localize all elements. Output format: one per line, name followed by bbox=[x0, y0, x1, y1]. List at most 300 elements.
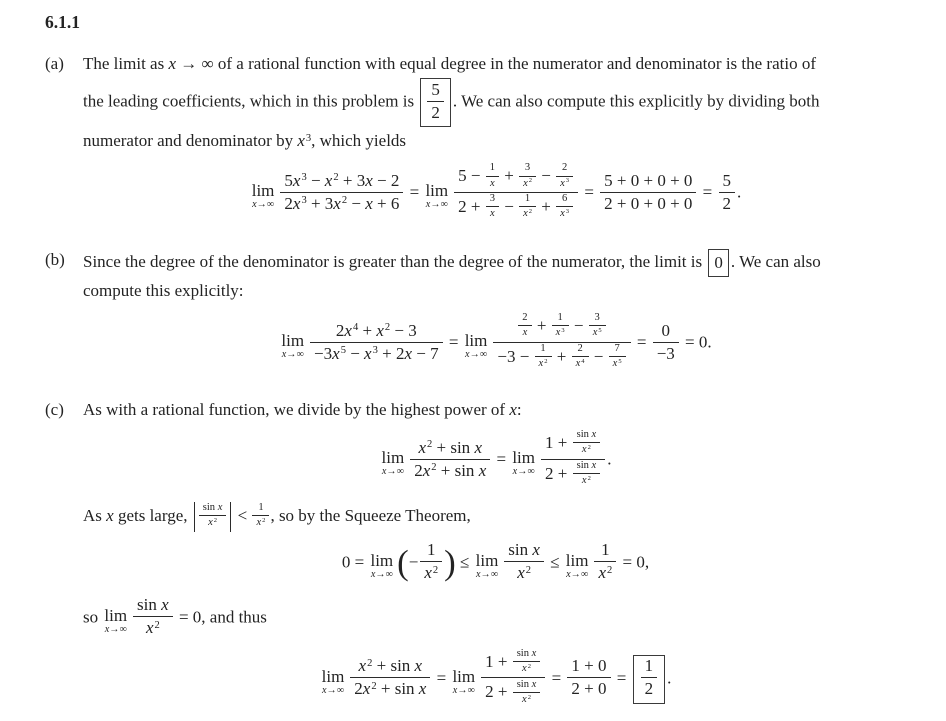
limit-subscript bbox=[465, 350, 488, 361]
math-it: x bbox=[404, 343, 412, 363]
fraction-denominator bbox=[504, 562, 544, 583]
math-txt: sin bbox=[516, 678, 532, 690]
fraction-denominator bbox=[641, 678, 658, 699]
math-it: x bbox=[522, 694, 527, 705]
answer-box bbox=[420, 78, 451, 127]
math-fraction bbox=[518, 312, 531, 340]
part-c bbox=[45, 399, 908, 721]
fraction-numerator bbox=[481, 649, 545, 679]
math-fraction bbox=[541, 430, 605, 489]
math-txt: − bbox=[408, 552, 419, 572]
fraction-numerator bbox=[556, 162, 573, 176]
math-sup: 4 bbox=[581, 357, 585, 365]
fraction-numerator bbox=[535, 343, 552, 357]
math-fraction bbox=[493, 313, 630, 372]
math-limit-operator bbox=[382, 449, 405, 478]
math-txt: − 7 bbox=[412, 343, 439, 363]
math-sup: 2 bbox=[341, 195, 348, 207]
math-fraction bbox=[556, 193, 573, 221]
math-it: x bbox=[422, 460, 431, 480]
math-txt: = 0, bbox=[618, 552, 650, 572]
math-fraction bbox=[600, 171, 696, 214]
fraction-numerator bbox=[454, 163, 578, 193]
math-fraction bbox=[609, 343, 626, 371]
fraction-numerator bbox=[573, 460, 601, 474]
math-txt: − bbox=[347, 193, 366, 213]
math-limit-operator bbox=[476, 552, 499, 581]
math-txt: + sin bbox=[436, 460, 479, 480]
math-fraction bbox=[519, 162, 536, 190]
math-txt: 5 + 0 + 0 + 0 bbox=[604, 170, 693, 190]
fraction-denominator bbox=[280, 193, 403, 214]
math-txt: →∞ bbox=[480, 568, 498, 580]
math-it: x bbox=[478, 460, 487, 480]
math-txt: , so by the Squeeze Theorem, bbox=[270, 505, 471, 525]
limit-word: lim bbox=[104, 606, 128, 626]
math-txt: 2 bbox=[354, 679, 363, 699]
math-sup: 2 bbox=[262, 517, 266, 525]
math-txt: 3 bbox=[524, 162, 531, 174]
math-txt: the leading coefficients, which in this problem is bbox=[83, 91, 419, 111]
math-it: x bbox=[581, 475, 587, 487]
fraction-denominator bbox=[541, 460, 605, 489]
fraction-numerator bbox=[310, 321, 443, 343]
math-txt: 1 bbox=[524, 192, 531, 204]
math-fraction bbox=[280, 171, 403, 214]
math-txt: 1 bbox=[258, 501, 264, 513]
math-txt: = bbox=[698, 182, 717, 202]
fraction-numerator bbox=[609, 343, 626, 357]
math-fraction bbox=[350, 656, 430, 699]
fraction-numerator bbox=[541, 430, 605, 460]
math-sup: 2 bbox=[426, 439, 433, 451]
math-it: x bbox=[532, 540, 540, 560]
math-sup: 2 bbox=[431, 462, 437, 474]
fraction-numerator bbox=[552, 312, 569, 326]
fraction-denominator bbox=[493, 343, 630, 372]
math-txt: →∞ bbox=[375, 568, 393, 580]
math-fraction bbox=[572, 343, 589, 371]
math-txt: →∞ bbox=[457, 684, 475, 696]
math-limit-operator bbox=[425, 182, 448, 211]
part-a-body bbox=[83, 53, 908, 239]
math-it: x bbox=[256, 517, 262, 529]
math-txt: −3 − bbox=[497, 346, 534, 366]
absolute-value bbox=[194, 502, 232, 532]
math-txt: . bbox=[667, 668, 672, 688]
limit-word: lim bbox=[452, 667, 476, 687]
fraction-numerator bbox=[493, 313, 630, 343]
math-it: x bbox=[365, 193, 373, 213]
math-it: x bbox=[217, 501, 223, 513]
math-txt: . bbox=[607, 449, 612, 469]
part-b-equation bbox=[83, 314, 908, 373]
fraction-denominator bbox=[535, 357, 552, 370]
fraction-numerator bbox=[567, 656, 610, 678]
math-txt: 2 + bbox=[485, 682, 512, 702]
math-sup: 2 bbox=[367, 657, 373, 669]
fraction-numerator bbox=[573, 429, 601, 443]
fraction-denominator bbox=[653, 343, 679, 364]
math-it: x bbox=[418, 679, 427, 699]
fraction-numerator bbox=[653, 321, 679, 343]
part-b-body bbox=[83, 249, 908, 389]
part-a-label: (a) bbox=[45, 54, 64, 73]
math-txt: 2 bbox=[561, 162, 568, 174]
math-sup: 2 bbox=[527, 662, 531, 670]
math-txt: 1 bbox=[427, 540, 436, 560]
math-fraction bbox=[653, 321, 679, 364]
math-txt: sin bbox=[202, 501, 218, 513]
part-a bbox=[45, 53, 908, 239]
math-txt: 2 bbox=[644, 679, 654, 699]
math-limit-operator bbox=[104, 607, 127, 636]
math-txt: →∞ bbox=[256, 199, 275, 211]
limit-subscript bbox=[370, 570, 393, 581]
part-b-label: (b) bbox=[45, 250, 65, 270]
math-txt: − bbox=[537, 165, 556, 185]
math-it: x bbox=[522, 663, 527, 675]
math-limit-operator bbox=[465, 332, 488, 361]
math-txt: = bbox=[632, 332, 651, 352]
limit-subscript bbox=[512, 467, 535, 478]
math-fraction bbox=[486, 193, 499, 221]
math-sup: 3 bbox=[565, 208, 570, 216]
limit-word: lim bbox=[321, 667, 345, 687]
fraction-numerator bbox=[556, 193, 573, 207]
limit-subscript bbox=[425, 200, 448, 211]
math-limit-operator bbox=[566, 552, 589, 581]
part-c-label: (c) bbox=[45, 399, 64, 419]
math-it: x bbox=[344, 320, 352, 340]
fraction-numerator bbox=[199, 502, 227, 516]
math-txt: 2 bbox=[414, 460, 423, 480]
math-it: x bbox=[465, 349, 470, 361]
math-fraction bbox=[481, 649, 545, 708]
math-fraction bbox=[556, 162, 573, 190]
math-txt: →∞ bbox=[286, 349, 304, 361]
math-fraction bbox=[454, 163, 578, 222]
math-txt: The limit as bbox=[83, 54, 169, 73]
math-txt: →∞ bbox=[326, 684, 344, 696]
math-txt: 5 bbox=[284, 170, 293, 190]
fraction-numerator bbox=[504, 540, 544, 562]
part-a-line-3 bbox=[83, 130, 908, 152]
fraction-denominator bbox=[518, 326, 531, 339]
math-fraction bbox=[504, 540, 544, 583]
math-txt: 1 bbox=[540, 342, 546, 354]
part-c-equation-1 bbox=[83, 428, 908, 490]
math-txt: . We can also compute this explicitly by dividing both bbox=[452, 91, 820, 111]
math-it: x bbox=[145, 618, 154, 638]
math-txt: As with a rational function, we divide by the highest power of bbox=[83, 399, 510, 419]
fraction-numerator bbox=[518, 312, 531, 326]
math-it: x bbox=[538, 358, 544, 370]
math-limit-operator bbox=[252, 182, 275, 211]
limit-word: lim bbox=[381, 448, 405, 468]
fraction-denominator bbox=[589, 326, 606, 339]
math-sup: 2 bbox=[587, 443, 591, 451]
part-b-line-1 bbox=[83, 249, 908, 277]
fraction-denominator bbox=[519, 177, 536, 190]
part-c-body bbox=[83, 399, 908, 721]
math-txt: = 0. bbox=[680, 332, 712, 352]
math-sup: 2 bbox=[432, 564, 439, 576]
math-it: x bbox=[581, 444, 587, 456]
fraction-denominator bbox=[486, 207, 499, 220]
math-fraction bbox=[519, 193, 536, 221]
math-fraction bbox=[552, 312, 569, 340]
math-txt: = bbox=[492, 449, 511, 469]
math-fraction bbox=[535, 343, 552, 371]
math-fraction bbox=[199, 502, 227, 530]
part-c-equation-squeeze bbox=[83, 542, 908, 585]
math-txt: = bbox=[547, 668, 566, 688]
math-txt: 7 bbox=[614, 342, 620, 354]
fraction-numerator bbox=[133, 595, 173, 617]
part-a-line-1 bbox=[83, 53, 908, 75]
math-txt: sin bbox=[137, 595, 162, 615]
math-txt: ≤ bbox=[455, 552, 474, 572]
fraction-denominator bbox=[572, 357, 589, 370]
math-txt: −3 bbox=[314, 343, 333, 363]
math-sup: 5 bbox=[598, 327, 602, 335]
math-txt: : bbox=[516, 399, 522, 419]
part-b-line-2 bbox=[83, 280, 908, 302]
math-txt: →∞ bbox=[386, 466, 404, 478]
math-txt: . We can also bbox=[730, 251, 821, 271]
math-sup: 2 bbox=[528, 208, 533, 216]
math-txt: . bbox=[737, 182, 742, 202]
fraction-numerator bbox=[420, 540, 442, 562]
part-c-line-1 bbox=[83, 399, 908, 421]
math-sup: 3 bbox=[305, 132, 312, 144]
math-sup: 2 bbox=[544, 357, 548, 365]
math-txt: − bbox=[499, 196, 519, 216]
math-it: x bbox=[332, 343, 340, 363]
math-it: x bbox=[161, 595, 169, 615]
fraction-numerator bbox=[589, 312, 606, 326]
answer-box bbox=[708, 249, 729, 277]
fraction-numerator bbox=[513, 679, 541, 693]
math-txt: 5 bbox=[722, 170, 732, 190]
part-a-line-2 bbox=[83, 78, 908, 127]
math-txt: + sin bbox=[432, 437, 475, 457]
math-it: x bbox=[252, 199, 257, 211]
math-txt: sin bbox=[508, 540, 533, 560]
fraction-numerator bbox=[641, 656, 658, 678]
math-fraction bbox=[573, 429, 601, 457]
math-txt: compute this explicitly: bbox=[83, 281, 244, 301]
fraction-denominator bbox=[252, 516, 269, 529]
fraction-numerator bbox=[350, 656, 430, 678]
math-fraction bbox=[420, 540, 442, 583]
math-limit-operator bbox=[512, 449, 535, 478]
math-sup: 2 bbox=[371, 680, 377, 692]
fraction-denominator bbox=[427, 102, 444, 123]
math-txt: + sin bbox=[376, 679, 419, 699]
fraction-denominator bbox=[454, 193, 578, 222]
math-txt: sin bbox=[576, 459, 592, 471]
limit-subscript bbox=[382, 467, 405, 478]
fraction-denominator bbox=[594, 562, 616, 583]
math-txt: 1 bbox=[489, 162, 495, 174]
limit-word: lim bbox=[512, 448, 535, 468]
fraction-denominator bbox=[600, 193, 696, 214]
fraction-denominator bbox=[513, 693, 541, 706]
math-paren: ) bbox=[444, 542, 456, 582]
math-txt: 2 + bbox=[545, 463, 572, 483]
math-txt: gets large, bbox=[113, 505, 192, 525]
math-sup: 4 bbox=[352, 322, 359, 334]
math-it: x bbox=[509, 399, 517, 419]
math-txt: 1 + bbox=[485, 651, 512, 671]
math-sup: 2 bbox=[333, 172, 339, 184]
math-txt: 3 bbox=[489, 192, 495, 204]
math-txt: 0 bbox=[661, 320, 670, 340]
math-txt: 5 bbox=[431, 79, 440, 99]
fraction-denominator bbox=[133, 617, 173, 638]
math-txt: →∞ bbox=[517, 466, 535, 478]
math-fraction bbox=[589, 312, 606, 340]
math-sup: 5 bbox=[340, 345, 346, 357]
math-txt: + sin bbox=[372, 656, 415, 676]
math-txt: + bbox=[537, 196, 556, 216]
fraction-denominator bbox=[410, 460, 490, 481]
math-fraction bbox=[567, 656, 610, 699]
math-it: x bbox=[321, 684, 327, 696]
fraction-numerator bbox=[427, 80, 444, 102]
limit-word: lim bbox=[475, 551, 499, 570]
math-txt: = bbox=[580, 182, 599, 202]
fraction-denominator bbox=[719, 193, 736, 214]
math-txt: = bbox=[444, 332, 463, 352]
limit-word: lim bbox=[370, 551, 394, 570]
math-it: x bbox=[168, 54, 177, 73]
limit-subscript bbox=[252, 200, 275, 211]
fraction-denominator bbox=[420, 562, 442, 583]
math-it: x bbox=[523, 208, 528, 220]
math-sup: 2 bbox=[528, 177, 533, 185]
math-fraction bbox=[513, 679, 541, 707]
math-it: x bbox=[208, 517, 213, 529]
fraction-denominator bbox=[573, 474, 601, 487]
math-it: x bbox=[333, 193, 341, 213]
math-fraction bbox=[310, 321, 443, 364]
math-fraction bbox=[641, 656, 658, 699]
math-it: x bbox=[414, 656, 423, 676]
math-limit-operator bbox=[370, 552, 393, 581]
math-it: x bbox=[512, 466, 518, 478]
math-it: x bbox=[598, 563, 606, 583]
math-it: x bbox=[612, 358, 618, 370]
math-it: x bbox=[489, 177, 495, 189]
fraction-denominator bbox=[350, 678, 430, 699]
math-txt: 2 + bbox=[458, 196, 485, 216]
math-it: x bbox=[281, 349, 287, 361]
part-c-line-3 bbox=[83, 597, 908, 640]
fraction-denominator bbox=[199, 516, 227, 529]
math-txt: sin bbox=[516, 647, 532, 659]
fraction-denominator bbox=[486, 177, 499, 190]
math-txt: + 3 bbox=[306, 193, 334, 213]
math-sup: 2 bbox=[154, 620, 160, 631]
math-it: x bbox=[362, 679, 371, 699]
math-txt: 2 + 0 bbox=[571, 679, 607, 699]
math-it: x bbox=[292, 193, 301, 213]
math-fraction bbox=[573, 460, 601, 488]
math-sup: 2 bbox=[525, 564, 532, 576]
math-txt: + bbox=[499, 165, 519, 185]
math-txt: −3 bbox=[656, 343, 675, 363]
math-txt: 1 bbox=[601, 540, 610, 560]
math-txt: →∞ bbox=[109, 623, 127, 635]
limit-subscript bbox=[476, 570, 499, 581]
math-sup: 3 bbox=[301, 195, 307, 207]
limit-subscript bbox=[281, 350, 304, 361]
math-it: x bbox=[591, 459, 597, 471]
math-it: x bbox=[365, 170, 373, 190]
math-txt: = bbox=[432, 668, 451, 688]
math-txt: + 3 bbox=[338, 170, 366, 190]
part-c-equation-3 bbox=[83, 647, 908, 709]
math-it: x bbox=[592, 327, 598, 339]
math-it: x bbox=[523, 177, 528, 189]
math-it: x bbox=[324, 170, 333, 190]
math-sup: 2 bbox=[213, 517, 218, 525]
math-it: x bbox=[106, 505, 114, 525]
math-limit-operator bbox=[281, 332, 304, 361]
limit-subscript bbox=[566, 570, 589, 581]
math-txt: As bbox=[83, 505, 107, 525]
limit-word: lim bbox=[565, 551, 589, 570]
math-txt: + bbox=[532, 315, 551, 335]
problem-number: 6.1.1 bbox=[45, 12, 80, 32]
fraction-denominator bbox=[567, 678, 610, 699]
math-txt: 1 + 0 bbox=[571, 656, 607, 676]
math-it: x bbox=[452, 684, 458, 696]
math-it: x bbox=[381, 466, 387, 478]
math-it: x bbox=[531, 678, 537, 690]
fraction-numerator bbox=[519, 193, 536, 207]
math-it: x bbox=[292, 170, 301, 190]
math-txt: − bbox=[569, 315, 588, 335]
fraction-numerator bbox=[519, 162, 536, 176]
math-fraction bbox=[513, 648, 541, 676]
math-fraction bbox=[133, 595, 173, 638]
fraction-numerator bbox=[572, 343, 589, 357]
math-it: x bbox=[104, 623, 110, 635]
math-txt: + bbox=[358, 320, 377, 340]
math-it: x bbox=[555, 327, 561, 339]
math-fraction bbox=[486, 162, 499, 190]
math-it: x bbox=[560, 177, 565, 189]
math-sup: 2 bbox=[587, 474, 591, 482]
math-it: x bbox=[591, 428, 597, 440]
math-txt: so bbox=[83, 607, 103, 627]
math-txt: + bbox=[552, 346, 571, 366]
math-txt: 2 bbox=[284, 193, 293, 213]
math-txt: 1 bbox=[557, 312, 563, 324]
math-txt: 2 + 0 + 0 + 0 bbox=[604, 193, 693, 213]
math-it: x bbox=[297, 131, 305, 151]
math-txt: − bbox=[589, 346, 608, 366]
math-fraction bbox=[594, 540, 616, 583]
math-txt: 3 bbox=[594, 312, 600, 324]
fraction-numerator bbox=[600, 171, 696, 193]
fraction-denominator bbox=[573, 443, 601, 456]
math-sup: 2 bbox=[607, 564, 613, 576]
